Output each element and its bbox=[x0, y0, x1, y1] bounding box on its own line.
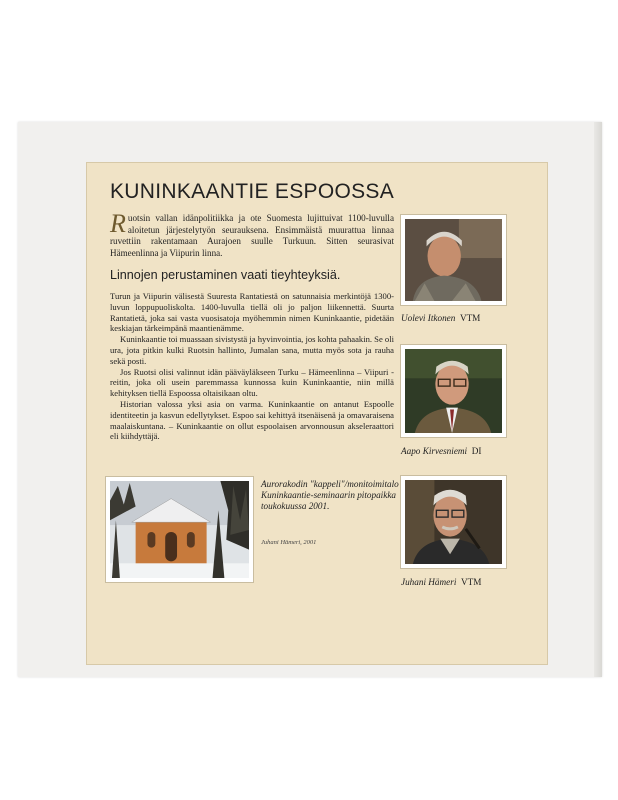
section-heading: Linnojen perustaminen vaati tieyhteyksiä. bbox=[110, 268, 341, 282]
church-image bbox=[110, 481, 249, 578]
portrait-caption-2 bbox=[401, 446, 481, 456]
paragraph-1: Turun ja Viipurin välisestä Suuresta Rantatiestä on satunnaisia merkintöjä 1300-luvun loppupuoliskolta. 1400-luvulla tiellä oli jo paljon liikennettä. Suurta Rantatietä, joka sai vasta vuosisatoja myöhemmin nimen Kuninkaantie, pidetään keskiajan tärkeimpänä maantienämme. bbox=[110, 291, 394, 334]
drop-cap: R bbox=[110, 209, 126, 238]
paragraph-4: Historian valossa yksi asia on varma. Kuninkaantie on antanut Espoolle identiteetin ja kasvun edellytykset. Espoo sai kehittyä itsenäisenä ja omavaraisena maalaiskuntana. – Kuninkaantie on ollut espoolaisen arvonnousun akseleraattori eli kiihdyttäjä. bbox=[110, 398, 394, 442]
person-name-3: Juhani Hämeri bbox=[401, 577, 457, 587]
paragraph-3: Jos Ruotsi olisi valinnut idän pääväyläkseen Turku – Hämeenlinna – Viipuri -reitin, joka oli usein paremmassa kunnossa kuin Kuninkaantie, niin millä kehityksen tiellä Espoossa oltaisikaan oltu. bbox=[110, 366, 394, 399]
church-photo bbox=[105, 476, 254, 583]
photo-credit: Juhani Hämeri, 2001 bbox=[261, 539, 317, 546]
person-name-1: Uolevi Itkonen bbox=[401, 313, 456, 323]
portrait-caption-3 bbox=[401, 577, 481, 587]
portrait-photo-2 bbox=[400, 344, 507, 438]
church-caption: Aurorakodin "kappeli"/monitoimitalo Kuninkaantie-seminaarin pitopaikka toukokuussa 2001. bbox=[261, 479, 399, 511]
person-name-2: Aapo Kirvesniemi bbox=[401, 446, 468, 456]
intro-paragraph bbox=[110, 209, 394, 259]
paragraph-2: Kuninkaantie toi muassaan sivistystä ja hyvinvointia, jos kohta pahaakin. Se oli ura, jota pitkin kulki Ruotsin hallinto, Jumalan sana, mutta myös sota ja rauha sekä posti. bbox=[110, 334, 395, 366]
portrait-image-3 bbox=[405, 480, 502, 564]
book-spine-edge bbox=[594, 122, 602, 677]
portrait-caption-1 bbox=[401, 313, 480, 323]
portrait-photo-1 bbox=[400, 214, 507, 306]
body-text bbox=[110, 291, 394, 442]
portrait-image-1 bbox=[405, 219, 502, 301]
page-title: KUNINKAANTIE ESPOOSSA bbox=[110, 180, 395, 203]
intro-text: uotsin vallan idänpolitiikka ja ote Suomesta lujittuivat 1100-luvulla aloitetun järjestelytyön seurauksena. Ensimmäistä muurattua linnaa ruvettiin rakentamaan Aurajoen suulle Turkuun. Sitten seurasivat Hämeenlinna ja Viipurin linna. bbox=[110, 213, 394, 258]
person-degree-3: VTM bbox=[460, 577, 482, 587]
portrait-photo-3 bbox=[400, 475, 507, 569]
person-degree-1: VTM bbox=[459, 313, 481, 323]
portrait-image-2 bbox=[405, 349, 502, 433]
person-degree-2: DI bbox=[471, 446, 482, 456]
